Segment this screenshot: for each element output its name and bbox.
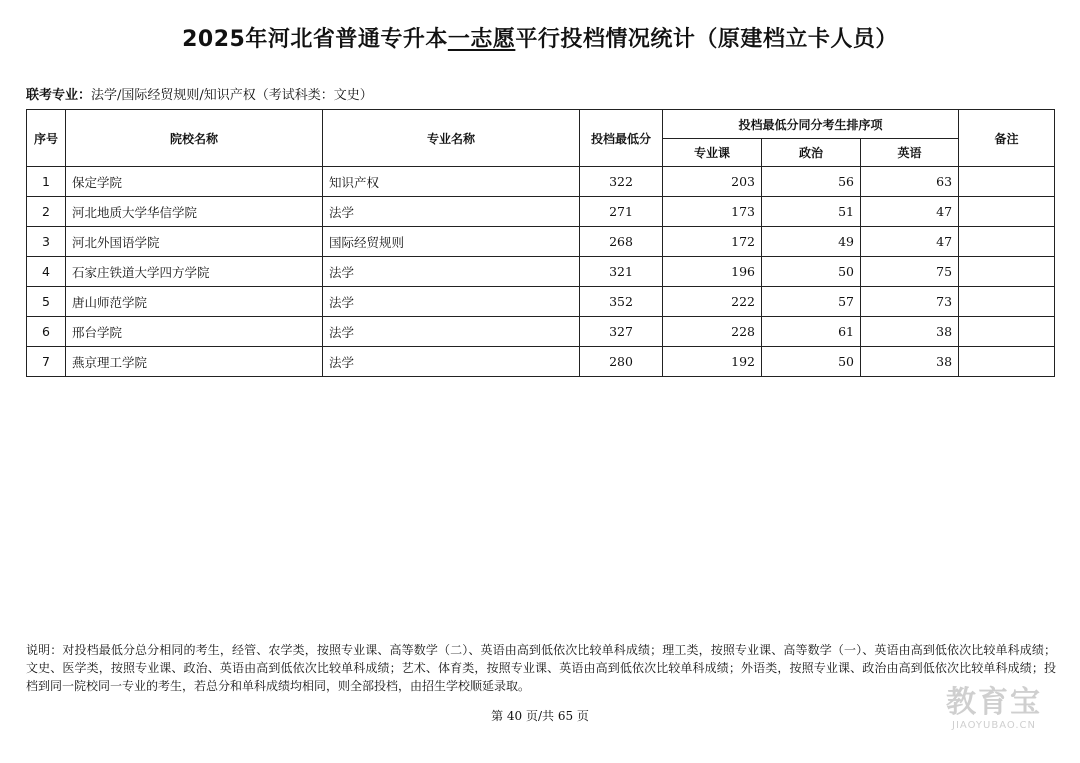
cell-major-course: 228 (663, 317, 762, 347)
cell-school: 石家庄铁道大学四方学院 (66, 257, 323, 287)
cell-index: 2 (27, 197, 66, 227)
cell-remark (959, 167, 1055, 197)
title-underlined: 一志愿 (447, 27, 516, 52)
header-min-score: 投档最低分 (580, 110, 663, 167)
header-tb-politics: 政治 (762, 139, 861, 167)
cell-politics: 49 (762, 227, 861, 257)
table-row (27, 287, 1055, 317)
cell-politics: 56 (762, 167, 861, 197)
header-tb-english: 英语 (861, 139, 959, 167)
cell-remark (959, 317, 1055, 347)
cell-remark (959, 347, 1055, 377)
cell-politics: 51 (762, 197, 861, 227)
cell-school: 唐山师范学院 (66, 287, 323, 317)
explanation-note: 说明：对投档最低分总分相同的考生，经管、农学类，按照专业课、高等数学（二）、英语由高到低依次比较单科成绩；理工类，按照专业课、高等数学（一）、英语由高到低依次比较单科成绩；文史、医学类，按照专业课、政治、英语由高到低依次比较单科成绩；艺术、体育类，按照专业课、英语由高到低依次比较单科成绩；外语类，按照专业课、政治由高到低依次比较单科成绩；投档到同一院校同一专业的考生，若总分和单科成绩均相同，则全部投档，由招生学校顺延录取。 (26, 643, 1056, 693)
cell-school: 河北地质大学华信学院 (66, 197, 323, 227)
cell-remark (959, 287, 1055, 317)
cell-english: 47 (861, 197, 959, 227)
header-major: 专业名称 (323, 110, 580, 167)
cell-english: 75 (861, 257, 959, 287)
cell-english: 38 (861, 347, 959, 377)
cell-major: 法学 (323, 317, 580, 347)
cell-major: 知识产权 (323, 167, 580, 197)
cell-major-course: 172 (663, 227, 762, 257)
cell-english: 47 (861, 227, 959, 257)
cell-politics: 61 (762, 317, 861, 347)
cell-min-score: 268 (580, 227, 663, 257)
cell-major-course: 192 (663, 347, 762, 377)
exam-subject-label: 联考专业： (26, 88, 92, 103)
cell-index: 6 (27, 317, 66, 347)
header-school: 院校名称 (66, 110, 323, 167)
cell-min-score: 280 (580, 347, 663, 377)
exam-subject (26, 84, 373, 103)
header-tiebreak-group: 投档最低分同分考生排序项 (663, 110, 959, 139)
cell-major: 法学 (323, 257, 580, 287)
cell-english: 73 (861, 287, 959, 317)
cell-remark (959, 257, 1055, 287)
title-part-2: 平行投档情况统计（原建档立卡人员） (515, 27, 898, 52)
cell-min-score: 321 (580, 257, 663, 287)
table-row (27, 257, 1055, 287)
cell-english: 63 (861, 167, 959, 197)
cell-index: 3 (27, 227, 66, 257)
table-row (27, 227, 1055, 257)
cell-school: 河北外国语学院 (66, 227, 323, 257)
table-row (27, 167, 1055, 197)
table-row (27, 347, 1055, 377)
page-title (0, 22, 1080, 53)
cell-major-course: 173 (663, 197, 762, 227)
cell-politics: 50 (762, 257, 861, 287)
cell-school: 燕京理工学院 (66, 347, 323, 377)
cell-index: 1 (27, 167, 66, 197)
table-row (27, 317, 1055, 347)
cell-politics: 50 (762, 347, 861, 377)
cell-min-score: 271 (580, 197, 663, 227)
cell-major: 法学 (323, 197, 580, 227)
cell-major: 法学 (323, 287, 580, 317)
table-row (27, 197, 1055, 227)
cell-min-score: 322 (580, 167, 663, 197)
watermark-text: 教育宝 (946, 685, 1042, 720)
page-number: 第 40 页/共 65 页 (491, 709, 589, 723)
cell-major-course: 222 (663, 287, 762, 317)
header-index: 序号 (27, 110, 66, 167)
cell-major-course: 196 (663, 257, 762, 287)
cell-major-course: 203 (663, 167, 762, 197)
header-remark: 备注 (959, 110, 1055, 167)
cell-remark (959, 227, 1055, 257)
cell-index: 5 (27, 287, 66, 317)
header-tb-major-course: 专业课 (663, 139, 762, 167)
cell-school: 邢台学院 (66, 317, 323, 347)
cell-school: 保定学院 (66, 167, 323, 197)
admission-table (26, 109, 1055, 377)
cell-index: 7 (27, 347, 66, 377)
cell-index: 4 (27, 257, 66, 287)
exam-subject-value: 法学/国际经贸规则/知识产权（考试科类：文史） (91, 88, 373, 103)
cell-english: 38 (861, 317, 959, 347)
cell-major: 法学 (323, 347, 580, 377)
cell-remark (959, 197, 1055, 227)
cell-major: 国际经贸规则 (323, 227, 580, 257)
watermark-url: JIAOYUBAO.CN (952, 720, 1036, 731)
cell-politics: 57 (762, 287, 861, 317)
cell-min-score: 327 (580, 317, 663, 347)
cell-min-score: 352 (580, 287, 663, 317)
watermark-logo (924, 686, 1064, 731)
title-part-1: 2025年河北省普通专升本 (182, 27, 448, 52)
